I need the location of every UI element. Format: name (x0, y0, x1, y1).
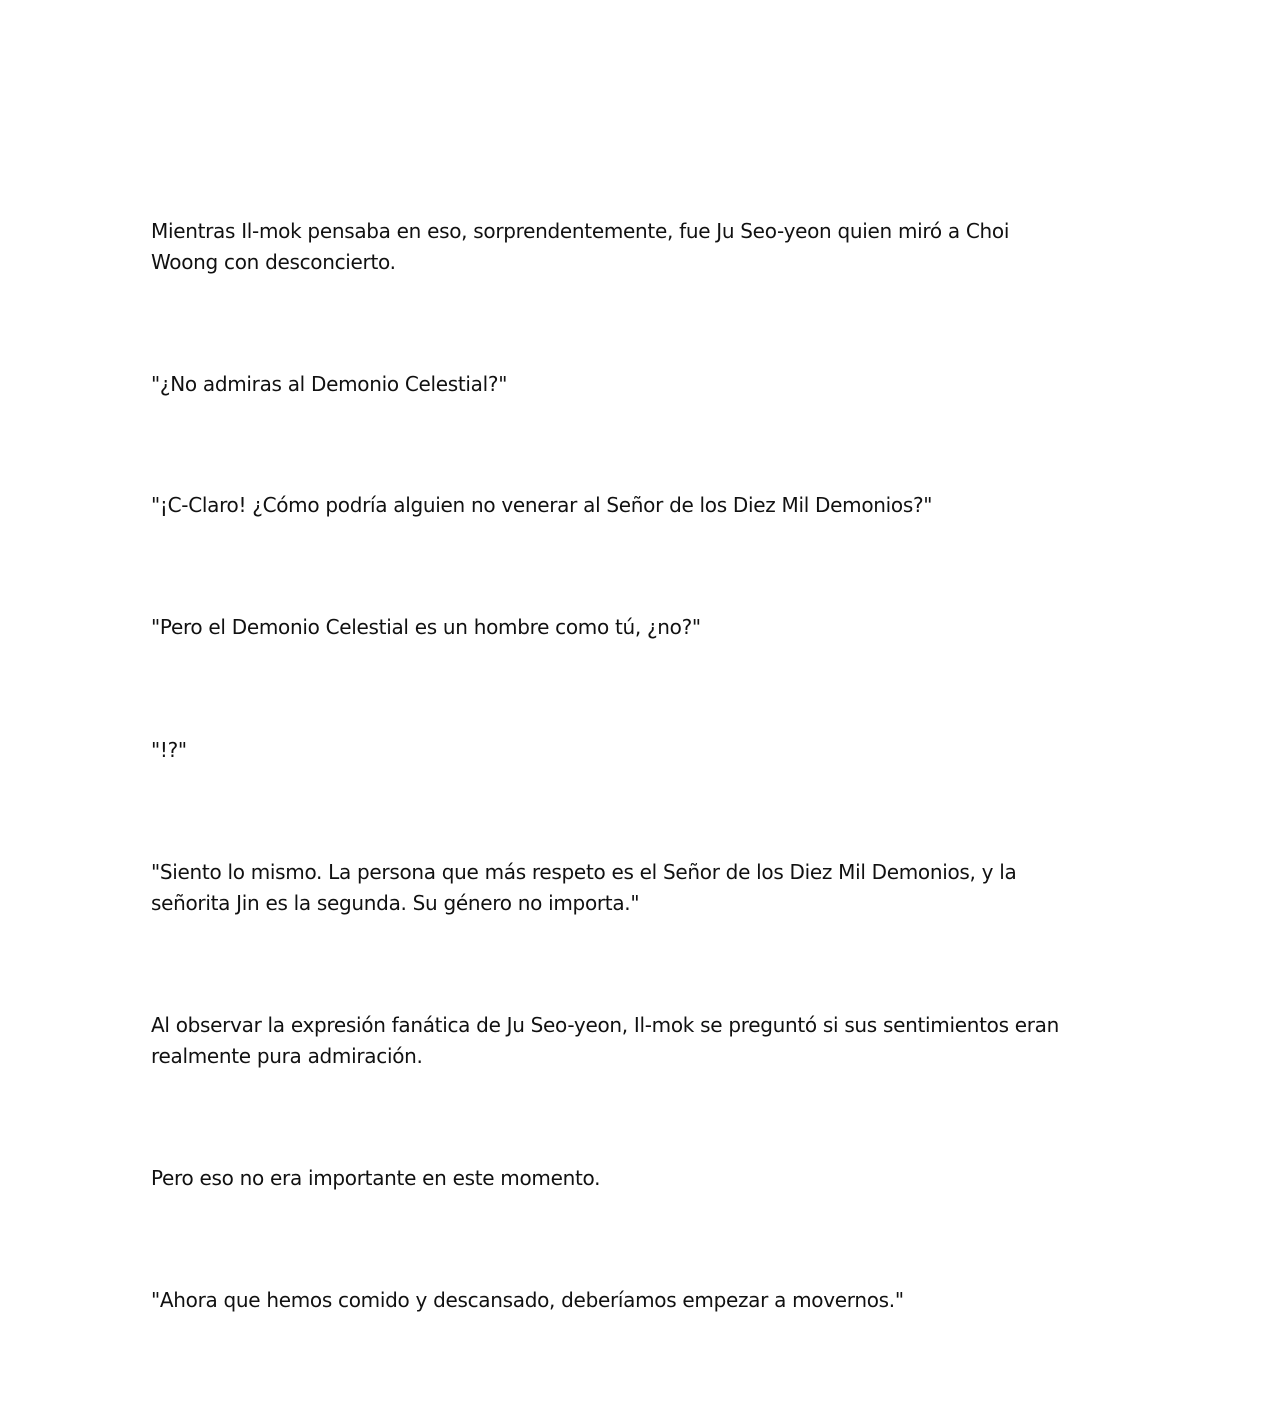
paragraph-dialogue-1 (151, 369, 1111, 400)
text-line: "¡C-Claro! ¿Cómo podría alguien no venerar al Señor de los Diez Mil Demonios?" (151, 493, 933, 517)
text-line: "¿No admiras al Demonio Celestial?" (151, 372, 508, 396)
paragraph-narration-1 (151, 216, 1111, 278)
paragraph-dialogue-3 (151, 612, 1111, 643)
text-line: "Siento lo mismo. La persona que más respeto es el Señor de los Diez Mil Demonios, y la (151, 860, 1017, 884)
text-line: "!?" (151, 738, 187, 762)
paragraph-dialogue-4 (151, 735, 1111, 766)
text-line: Al observar la expresión fanática de Ju Seo-yeon, Il-mok se preguntó si sus sentimientos eran (151, 1013, 1060, 1037)
text-line: realmente pura admiración. (151, 1044, 423, 1068)
paragraph-dialogue-5 (151, 857, 1111, 919)
paragraph-dialogue-6 (151, 1285, 1111, 1316)
text-line: "Ahora que hemos comido y descansado, deberíamos empezar a movernos." (151, 1288, 904, 1312)
text-line: Pero eso no era importante en este momento. (151, 1166, 601, 1190)
paragraph-narration-3 (151, 1163, 1111, 1194)
text-line: señorita Jin es la segunda. Su género no importa." (151, 891, 640, 915)
paragraph-narration-2 (151, 1010, 1111, 1072)
text-line: Mientras Il-mok pensaba en eso, sorprendentemente, fue Ju Seo-yeon quien miró a Choi (151, 219, 1010, 243)
text-line: Woong con desconcierto. (151, 250, 396, 274)
text-line: "Pero el Demonio Celestial es un hombre como tú, ¿no?" (151, 615, 701, 639)
paragraph-dialogue-2 (151, 490, 1111, 521)
